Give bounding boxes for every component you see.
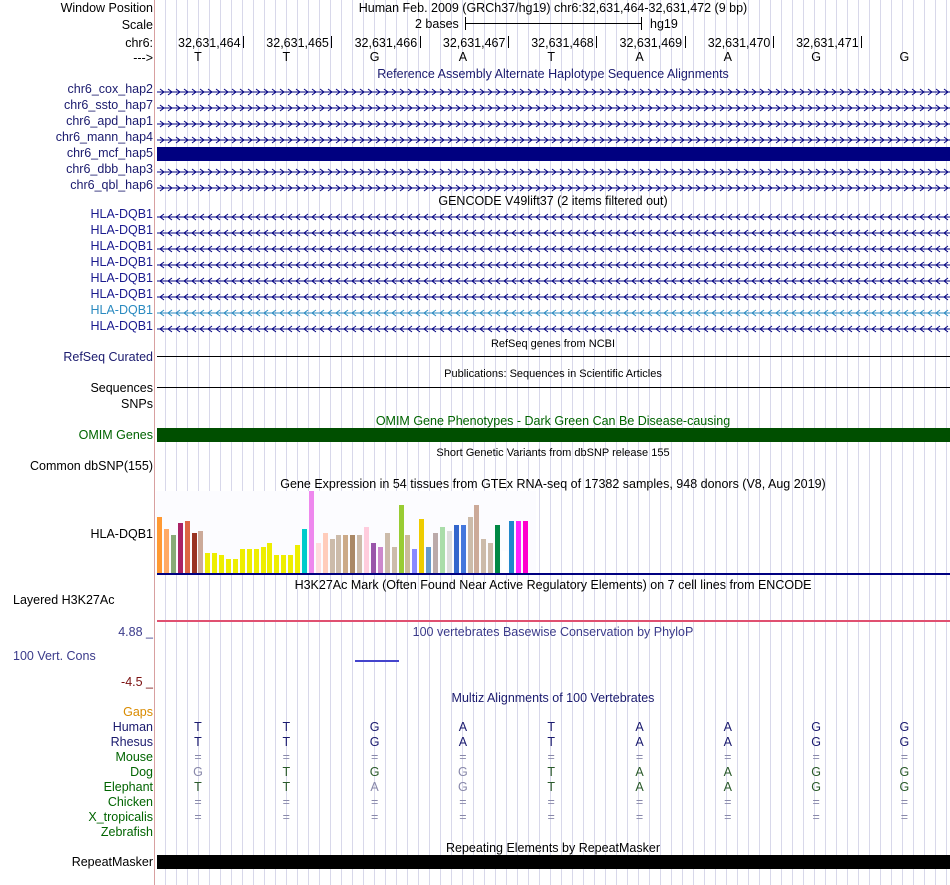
multiz-base: G xyxy=(369,735,380,749)
multiz-base: A xyxy=(458,720,468,734)
h3k27ac-label[interactable]: Layered H3K27Ac xyxy=(13,593,115,607)
multiz-species-label[interactable]: Dog xyxy=(130,765,153,779)
multiz-base: = xyxy=(547,750,555,764)
gtex-tissue-bar[interactable] xyxy=(205,553,210,573)
gtex-label[interactable]: HLA-DQB1 xyxy=(90,527,153,541)
multiz-base: = xyxy=(635,810,644,824)
reference-base: G xyxy=(811,50,821,64)
multiz-title[interactable]: Multiz Alignments of 100 Vertebrates xyxy=(451,691,655,705)
gtex-tissue-bar[interactable] xyxy=(419,519,424,573)
multiz-base: = xyxy=(724,810,732,824)
conservation-min: -4.5 _ xyxy=(121,675,153,689)
multiz-base: G xyxy=(369,720,380,734)
gencode-transcript-line[interactable] xyxy=(157,290,950,298)
refseq-title[interactable]: RefSeq genes from NCBI xyxy=(490,338,616,350)
position-tick xyxy=(508,36,509,48)
haplotype-alignment-block[interactable] xyxy=(157,147,950,161)
gencode-transcript-label[interactable]: HLA-DQB1 xyxy=(90,207,153,221)
gtex-tissue-bar[interactable] xyxy=(392,547,397,573)
multiz-species-label[interactable]: Human xyxy=(112,720,153,734)
gtex-tissue-bar[interactable] xyxy=(198,531,203,573)
multiz-base: A xyxy=(370,780,379,794)
assembly-label: hg19 xyxy=(650,17,678,31)
multiz-base: G xyxy=(811,720,821,734)
repeatmasker-bar[interactable] xyxy=(157,855,950,869)
multiz-species-label[interactable]: Chicken xyxy=(107,795,153,809)
multiz-base: G xyxy=(811,765,821,779)
multiz-base: = xyxy=(724,795,732,809)
multiz-base: A xyxy=(723,735,732,749)
chrom-label: chr6: xyxy=(125,36,153,50)
gtex-title[interactable]: Gene Expression in 54 tissues from GTEx RNA-seq of 17382 samples, 948 donors (V8, Aug 2019) xyxy=(280,477,826,491)
gtex-tissue-bar[interactable] xyxy=(219,555,224,573)
position-tick xyxy=(861,36,862,48)
gencode-transcript-line[interactable] xyxy=(157,242,950,250)
multiz-base: G xyxy=(193,765,203,779)
reference-base: T xyxy=(194,50,202,64)
gtex-tissue-bar[interactable] xyxy=(309,491,314,573)
gtex-baseline xyxy=(157,573,950,575)
gtex-tissue-bar[interactable] xyxy=(247,549,252,573)
gtex-tissue-bar[interactable] xyxy=(330,539,335,573)
gtex-tissue-bar[interactable] xyxy=(509,521,514,573)
haplotype-label[interactable]: chr6_qbl_hap6 xyxy=(70,178,153,192)
gtex-tissue-bar[interactable] xyxy=(447,531,452,573)
position-label: 32,631,467 xyxy=(442,36,506,50)
gtex-tissue-bar[interactable] xyxy=(323,533,328,573)
multiz-base: T xyxy=(282,735,291,749)
position-label: 32,631,465 xyxy=(266,36,329,50)
multiz-base: T xyxy=(547,735,555,749)
multiz-base: A xyxy=(635,780,644,794)
multiz-base: T xyxy=(547,765,555,779)
gtex-tissue-bar[interactable] xyxy=(405,535,410,573)
reference-base: A xyxy=(723,50,732,64)
gtex-tissue-bar[interactable] xyxy=(481,539,486,573)
gencode-transcript-line[interactable] xyxy=(157,306,950,314)
multiz-base: G xyxy=(369,765,380,779)
h3k27ac-signal[interactable] xyxy=(157,620,950,622)
gtex-tissue-bar[interactable] xyxy=(343,535,348,573)
multiz-base: T xyxy=(282,720,291,734)
gtex-tissue-bar[interactable] xyxy=(185,521,190,573)
conservation-signal xyxy=(355,660,399,662)
reference-base: T xyxy=(547,50,555,64)
gencode-transcript-line[interactable] xyxy=(157,210,950,218)
gtex-tissue-bar[interactable] xyxy=(316,543,321,573)
gtex-tissue-bar[interactable] xyxy=(261,547,266,573)
position-label: 32,631,469 xyxy=(619,36,683,50)
multiz-base: = xyxy=(282,750,290,764)
gencode-transcript-label[interactable]: HLA-DQB1 xyxy=(90,271,153,285)
omim-label[interactable]: OMIM Genes xyxy=(78,428,153,442)
position-tick xyxy=(685,36,686,48)
position-tick xyxy=(773,36,774,48)
gencode-transcript-label[interactable]: HLA-DQB1 xyxy=(90,223,153,237)
haplotype-alignment-line[interactable] xyxy=(157,117,950,125)
gtex-tissue-bar[interactable] xyxy=(474,505,479,573)
repeatmasker-label[interactable]: RepeatMasker xyxy=(71,855,153,869)
gencode-transcript-label[interactable]: HLA-DQB1 xyxy=(90,303,153,317)
gencode-transcript-label[interactable]: HLA-DQB1 xyxy=(90,287,153,301)
position-tick xyxy=(420,36,421,48)
multiz-base: = xyxy=(459,795,467,809)
multiz-base: = xyxy=(459,810,467,824)
multiz-species-label[interactable]: Elephant xyxy=(103,780,153,794)
haplotype-label[interactable]: chr6_cox_hap2 xyxy=(67,82,153,96)
gtex-tissue-bar[interactable] xyxy=(302,529,307,573)
gtex-tissue-bar[interactable] xyxy=(192,533,197,573)
gtex-tissue-bar[interactable] xyxy=(240,549,245,573)
gtex-tissue-bar[interactable] xyxy=(233,559,238,573)
publications-title[interactable]: Publications: Sequences in Scientific Articles xyxy=(444,368,662,380)
position-tick xyxy=(331,36,332,48)
multiz-base: G xyxy=(899,720,910,734)
gtex-tissue-bar[interactable] xyxy=(212,553,217,573)
gtex-tissue-bar[interactable] xyxy=(440,527,445,573)
gtex-tissue-bar[interactable] xyxy=(267,543,272,573)
scale-bar-left-tick xyxy=(465,17,466,30)
publications-line[interactable] xyxy=(157,387,950,388)
multiz-base: A xyxy=(635,765,644,779)
multiz-base: T xyxy=(194,720,202,734)
gtex-tissue-bar[interactable] xyxy=(164,529,169,573)
snps-label[interactable]: SNPs xyxy=(121,397,153,411)
gtex-tissue-bar[interactable] xyxy=(523,521,528,573)
gtex-tissue-bar[interactable] xyxy=(295,545,300,573)
gencode-transcript-label[interactable]: HLA-DQB1 xyxy=(90,239,153,253)
multiz-base: = xyxy=(900,810,909,824)
multiz-base: = xyxy=(370,750,379,764)
multiz-base: = xyxy=(900,795,909,809)
haplotype-alignment-line[interactable] xyxy=(157,85,950,93)
gtex-tissue-bar[interactable] xyxy=(288,555,293,573)
gtex-tissue-bar[interactable] xyxy=(433,533,438,573)
conservation-max: 4.88 _ xyxy=(118,625,153,639)
position-tick xyxy=(596,36,597,48)
gtex-tissue-bar[interactable] xyxy=(461,525,466,573)
multiz-base: = xyxy=(812,750,820,764)
conservation-label[interactable]: 100 Vert. Cons xyxy=(13,649,96,663)
conservation-title[interactable]: 100 vertebrates Basewise Conservation by PhyloP xyxy=(412,625,694,639)
multiz-base: = xyxy=(635,795,644,809)
gtex-tissue-bar[interactable] xyxy=(357,535,362,573)
multiz-base: G xyxy=(899,765,910,779)
haplotype-alignment-line[interactable] xyxy=(157,133,950,141)
multiz-base: G xyxy=(458,780,468,794)
multiz-base: = xyxy=(370,795,379,809)
gtex-tissue-bar[interactable] xyxy=(371,543,376,573)
gtex-tissue-bar[interactable] xyxy=(254,549,259,573)
gtex-tissue-bar[interactable] xyxy=(412,549,417,573)
omim-title[interactable]: OMIM Gene Phenotypes - Dark Green Can Be Disease-causing xyxy=(375,414,731,428)
gencode-transcript-label[interactable]: HLA-DQB1 xyxy=(90,319,153,333)
gtex-tissue-bar[interactable] xyxy=(226,559,231,573)
gtex-tissue-bar[interactable] xyxy=(454,525,459,573)
gtex-tissue-bar[interactable] xyxy=(350,535,355,573)
multiz-base: T xyxy=(194,780,202,794)
dbsnp-label[interactable]: Common dbSNP(155) xyxy=(30,459,153,473)
gtex-tissue-bar[interactable] xyxy=(281,555,286,573)
haplotype-alignment-line[interactable] xyxy=(157,181,950,189)
haplotype-alignment-line[interactable] xyxy=(157,165,950,173)
position-label: 32,631,464 xyxy=(178,36,241,50)
label-divider xyxy=(154,0,155,885)
gtex-tissue-bar[interactable] xyxy=(378,547,383,573)
reference-base: T xyxy=(282,50,291,64)
multiz-base: = xyxy=(812,795,820,809)
multiz-base: G xyxy=(899,735,910,749)
gtex-tissue-bar[interactable] xyxy=(399,505,404,573)
multiz-species-label[interactable]: Rhesus xyxy=(110,735,153,749)
window-position-value: Human Feb. 2009 (GRCh37/hg19) chr6:32,631,464-32,631,472 (9 bp) xyxy=(358,1,748,15)
multiz-base: G xyxy=(811,780,821,794)
gtex-tissue-bar[interactable] xyxy=(171,535,176,573)
gtex-tissue-bar[interactable] xyxy=(336,535,341,573)
multiz-base: A xyxy=(723,720,732,734)
multiz-base: T xyxy=(194,735,202,749)
repeatmasker-title[interactable]: Repeating Elements by RepeatMasker xyxy=(445,841,660,855)
multiz-base: = xyxy=(812,810,820,824)
multiz-base: = xyxy=(194,810,202,824)
h3k27ac-title[interactable]: H3K27Ac Mark (Often Found Near Active Regulatory Elements) on 7 cell lines from ENCODE xyxy=(294,578,812,592)
multiz-base: = xyxy=(459,750,467,764)
multiz-species-label[interactable]: Zebrafish xyxy=(100,825,153,839)
dbsnp-title[interactable]: Short Genetic Variants from dbSNP release 155 xyxy=(436,447,670,459)
haplotype-label[interactable]: chr6_mcf_hap5 xyxy=(66,146,153,160)
haplotype-alignment-line[interactable] xyxy=(157,101,950,109)
publications-label[interactable]: Sequences xyxy=(90,381,153,395)
multiz-species-label[interactable]: Mouse xyxy=(115,750,153,764)
multiz-base: = xyxy=(547,810,555,824)
gtex-tissue-bar[interactable] xyxy=(385,533,390,573)
multiz-base: = xyxy=(282,810,290,824)
position-label: 32,631,470 xyxy=(707,36,771,50)
gencode-transcript-label[interactable]: HLA-DQB1 xyxy=(90,255,153,269)
gtex-tissue-bar[interactable] xyxy=(178,523,183,573)
gencode-title[interactable]: GENCODE V49lift37 (2 items filtered out) xyxy=(438,194,668,208)
gencode-transcript-line[interactable] xyxy=(157,226,950,234)
gtex-tissue-bar[interactable] xyxy=(516,521,521,573)
multiz-base: = xyxy=(370,810,379,824)
multiz-base: G xyxy=(899,780,910,794)
position-label: 32,631,471 xyxy=(796,36,859,50)
multiz-base: A xyxy=(723,780,732,794)
multiz-base: = xyxy=(282,795,290,809)
multiz-base: G xyxy=(458,765,468,779)
strand-label: ---> xyxy=(133,51,153,65)
multiz-base: T xyxy=(282,765,291,779)
haplotype-label[interactable]: chr6_apd_hap1 xyxy=(66,114,153,128)
multiz-base: G xyxy=(811,735,821,749)
position-label: 32,631,468 xyxy=(531,36,594,50)
gencode-transcript-line[interactable] xyxy=(157,274,950,282)
scale-bar xyxy=(465,23,642,24)
haplotype-label[interactable]: chr6_mann_hap4 xyxy=(55,130,153,144)
reference-base: G xyxy=(899,50,910,64)
reference-base: G xyxy=(369,50,380,64)
multiz-base: T xyxy=(282,780,291,794)
multiz-base: A xyxy=(723,765,732,779)
multiz-base: = xyxy=(900,750,909,764)
gtex-tissue-bar[interactable] xyxy=(468,517,473,573)
position-tick xyxy=(243,36,244,48)
reference-base: A xyxy=(458,50,468,64)
multiz-base: = xyxy=(194,750,202,764)
gtex-tissue-bar[interactable] xyxy=(488,543,493,573)
omim-bar[interactable] xyxy=(157,428,950,442)
haplotype-label[interactable]: chr6_dbb_hap3 xyxy=(66,162,153,176)
multiz-base: T xyxy=(547,780,555,794)
scale-label: Scale xyxy=(121,18,153,32)
multiz-base: T xyxy=(547,720,555,734)
multiz-base: A xyxy=(635,720,644,734)
multiz-base: = xyxy=(724,750,732,764)
gtex-tissue-bar[interactable] xyxy=(274,555,279,573)
refseq-line[interactable] xyxy=(157,356,950,357)
gtex-tissue-bar[interactable] xyxy=(502,551,507,573)
multiz-species-label[interactable]: X_tropicalis xyxy=(88,810,153,824)
multiz-base: A xyxy=(458,735,468,749)
gtex-tissue-bar[interactable] xyxy=(157,517,162,573)
scale-bar-right-tick xyxy=(641,17,642,30)
gencode-transcript-line[interactable] xyxy=(157,258,950,266)
multiz-base: = xyxy=(635,750,644,764)
multiz-gaps-label[interactable]: Gaps xyxy=(123,705,153,719)
haplotypes-title[interactable]: Reference Assembly Alternate Haplotype Sequence Alignments xyxy=(377,67,729,81)
gtex-tissue-bar[interactable] xyxy=(364,527,369,573)
multiz-base: A xyxy=(635,735,644,749)
reference-base: A xyxy=(635,50,644,64)
haplotype-label[interactable]: chr6_ssto_hap7 xyxy=(64,98,153,112)
refseq-label[interactable]: RefSeq Curated xyxy=(63,350,153,364)
window-position-label: Window Position xyxy=(60,1,153,15)
position-label: 32,631,466 xyxy=(354,36,418,50)
multiz-base: = xyxy=(547,795,555,809)
gtex-tissue-bar[interactable] xyxy=(495,525,500,573)
scale-value: 2 bases xyxy=(415,17,459,31)
multiz-base: = xyxy=(194,795,202,809)
gencode-transcript-line[interactable] xyxy=(157,322,950,330)
gtex-tissue-bar[interactable] xyxy=(426,547,431,573)
